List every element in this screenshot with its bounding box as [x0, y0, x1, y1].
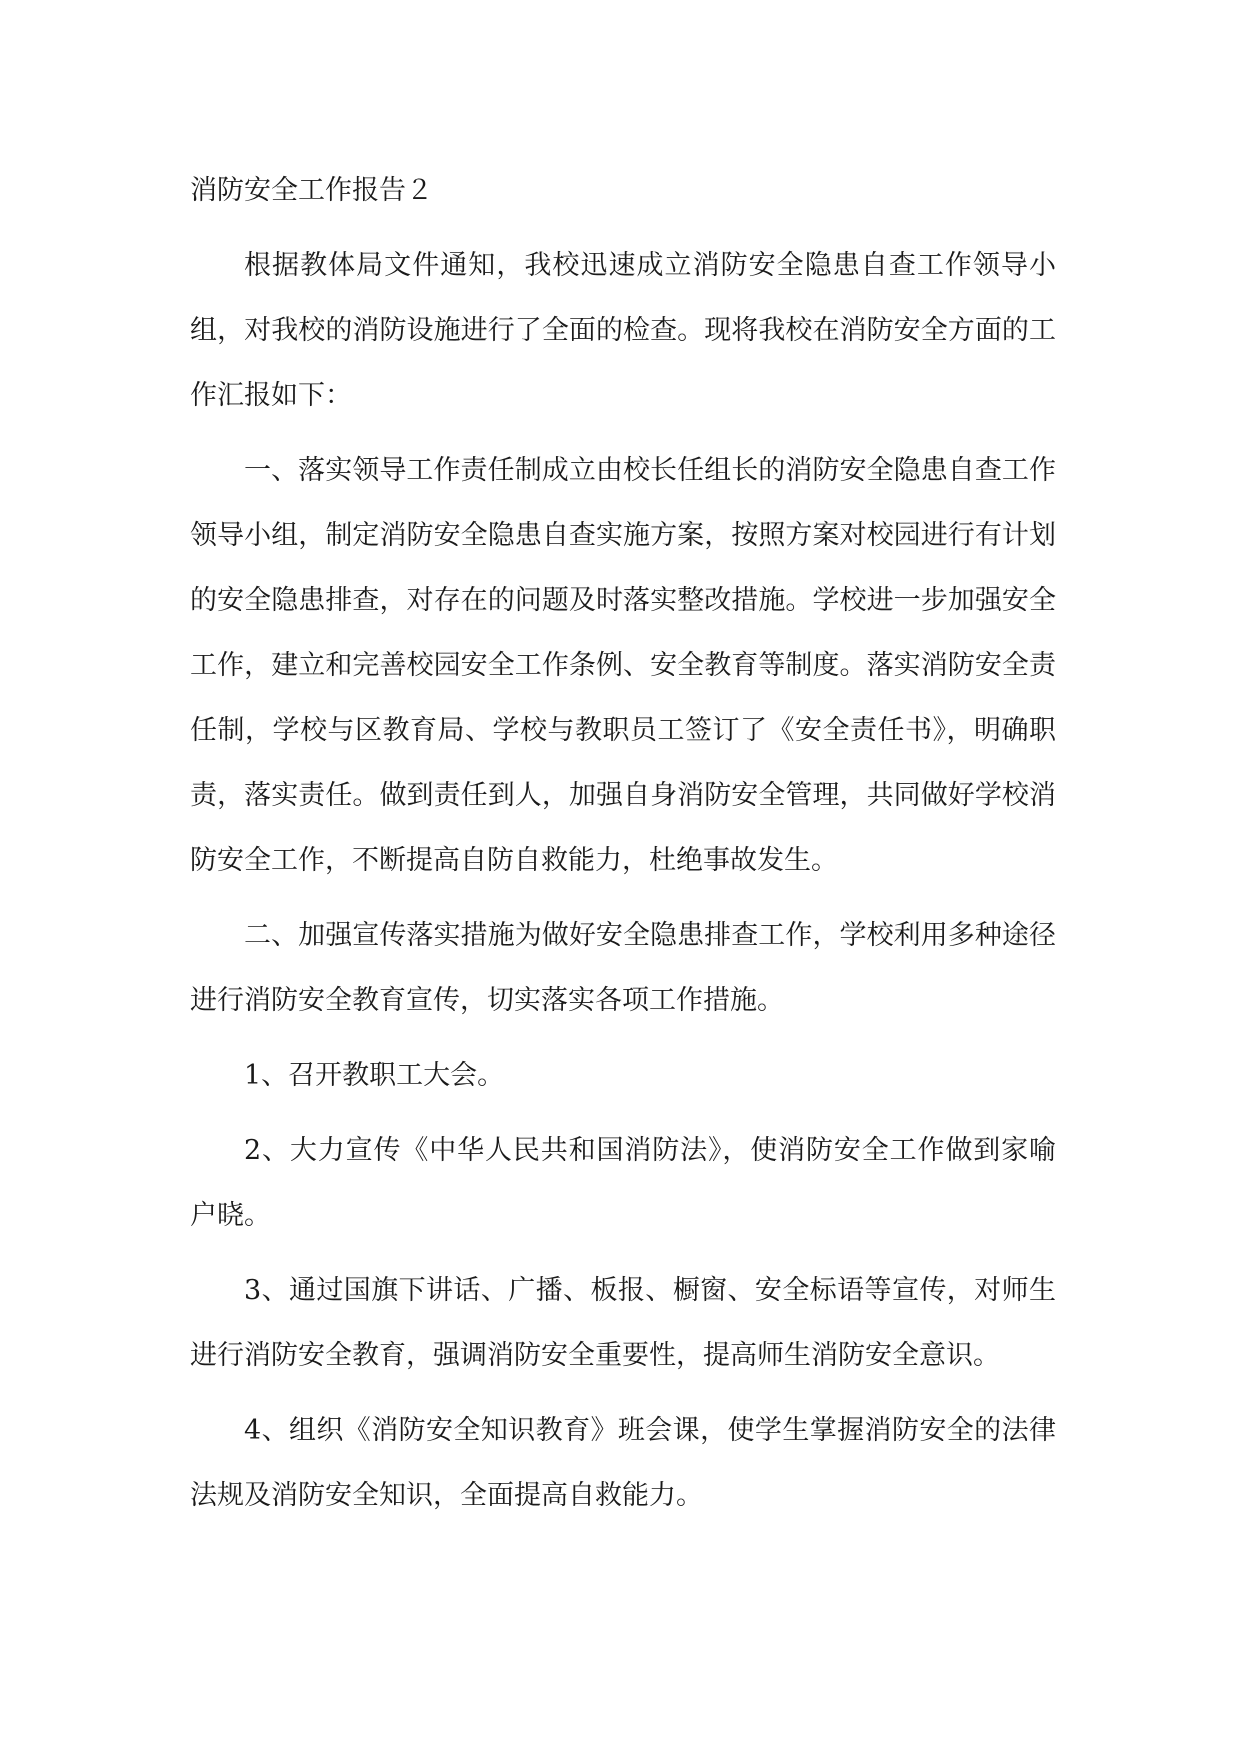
paragraph-item-4: 4、组织《消防安全知识教育》班会课，使学生掌握消防安全的法律法规及消防安全知识，全面提高自救能力。 — [190, 1415, 1056, 1511]
paragraph-intro: 根据教体局文件通知，我校迅速成立消防安全隐患自查工作领导小组，对我校的消防设施进行了全面的检查。现将我校在消防安全方面的工作汇报如下： — [190, 250, 1056, 411]
paragraph-section-one: 一、落实领导工作责任制成立由校长任组长的消防安全隐患自查工作领导小组，制定消防安全隐患自查实施方案，按照方案对校园进行有计划的安全隐患排查，对存在的问题及时落实整改措施。学校进一步加强安全工作，建立和完善校园安全工作条例、安全教育等制度。落实消防安全责任制，学校与区教育局、学校与教职员工签订了《安全责任书》，明确职责，落实责任。做到责任到人，加强自身消防安全管理，共同做好学校消防安全工作，不断提高自防自救能力，杜绝事故发生。 — [190, 455, 1056, 876]
document-title: 消防安全工作报告２ — [190, 175, 433, 206]
paragraph-item-2: 2、大力宣传《中华人民共和国消防法》，使消防安全工作做到家喻户晓。 — [190, 1135, 1056, 1231]
paragraph-item-3: 3、通过国旗下讲话、广播、板报、橱窗、安全标语等宣传，对师生进行消防安全教育，强调消防安全重要性，提高师生消防安全意识。 — [190, 1275, 1056, 1371]
document-body — [190, 158, 1056, 1538]
paragraph-section-two: 二、加强宣传落实措施为做好安全隐患排查工作，学校利用多种途径进行消防安全教育宣传，切实落实各项工作措施。 — [190, 920, 1056, 1016]
paragraph-item-1: 1、召开教职工大会。 — [244, 1060, 505, 1091]
